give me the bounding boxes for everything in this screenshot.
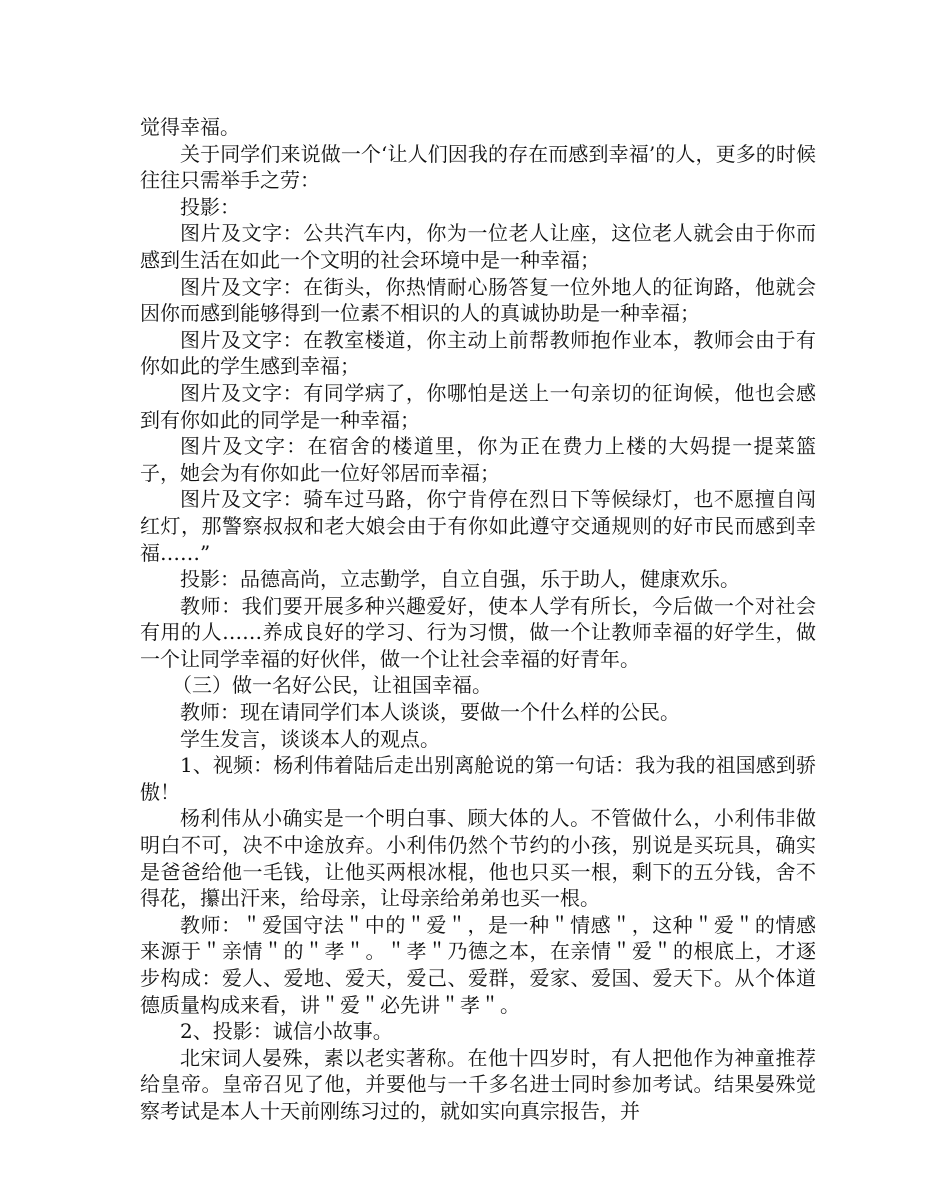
paragraph: 觉得幸福。 bbox=[140, 115, 240, 139]
paragraph: 图片及文字：有同学病了，你哪怕是送上一句亲切的征询候，他也会感到有你如此的同学是一种幸福； bbox=[140, 380, 816, 432]
paragraph: 1、视频：杨利伟着陆后走出别离舱说的第一句话：我为我的祖国感到骄傲！ bbox=[140, 753, 816, 804]
paragraph: 关于同学们来说做一个‘让人们因我的存在而感到幸福’的人，更多的时候往往只需举手之劳： bbox=[140, 141, 816, 193]
paragraph: 教师：我们要开展多种兴趣爱好，使本人学有所长，今后做一个对社会有用的人……养成良好的学习、行为习惯，做一个让教师幸福的好学生，做一个让同学幸福的好伙伴，做一个让社会幸福的好青年。 bbox=[140, 593, 816, 671]
paragraph: 图片及文字：在街头，你热情耐心肠答复一位外地人的征询路，他就会因你而感到能够得到一位素不相识的人的真诚协助是一种幸福； bbox=[140, 274, 816, 326]
paragraph: 图片及文字：骑车过马路，你宁肯停在烈日下等候绿灯，也不愿擅自闯红灯，那警察叔叔和老大娘会由于有你如此遵守交通规则的好市民而感到幸福……” bbox=[140, 487, 816, 565]
paragraph: 教师：现在请同学们本人谈谈，要做一个什么样的公民。 bbox=[180, 700, 680, 725]
paragraph: 2、投影：诚信小故事。 bbox=[180, 1019, 393, 1044]
paragraph: 投影： bbox=[180, 194, 240, 219]
paragraph: 图片及文字：在宿舍的楼道里，你为正在费力上楼的大妈提一提菜篮子，她会为有你如此一位好邻居而幸福； bbox=[140, 434, 816, 485]
paragraph: 北宋词人晏殊，素以老实著称。在他十四岁时，有人把他作为神童推荐给皇帝。皇帝召见了他，并要他与一千多名进士同时参加考试。结果晏殊觉察考试是本人十天前刚练习过的，就如实向真宗报告，并 bbox=[140, 1045, 816, 1123]
section-heading: （三）做一名好公民，让祖国幸福。 bbox=[172, 673, 492, 698]
paragraph: 学生发言，谈谈本人的观点。 bbox=[180, 726, 440, 751]
paragraph: 杨利伟从小确实是一个明白事、顾大体的人。不管做什么，小利伟非做明白不可，决不中途放弃。小利伟仍然个节约的小孩，别说是买玩具，确实是爸爸给他一毛钱，让他买两根冰棍，他也只买一根，剩下的五分钱，舍不得花，攥出汗来，给母亲，让母亲给弟弟也买一根。 bbox=[140, 806, 816, 911]
document-page bbox=[140, 114, 816, 1125]
paragraph: 投影：品德高尚，立志勤学，自立自强，乐于助人，健康欢乐。 bbox=[180, 567, 740, 592]
paragraph: 教师：＂爱国守法＂中的＂爱＂，是一种＂情感＂，这种＂爱＂的情感来源于＂亲情＂的＂孝＂。＂孝＂乃德之本，在亲情＂爱＂的根底上，才逐步构成：爱人、爱地、爱天，爱己、爱群，爱家、爱国、爱天下。从个体道德质量构成来看，讲＂爱＂必先讲＂孝＂。 bbox=[140, 912, 816, 1017]
paragraph: 图片及文字：公共汽车内，你为一位老人让座，这位老人就会由于你而感到生活在如此一个文明的社会环境中是一种幸福； bbox=[140, 221, 816, 272]
paragraph: 图片及文字：在教室楼道，你主动上前帮教师抱作业本，教师会由于有你如此的学生感到幸福； bbox=[140, 327, 816, 379]
